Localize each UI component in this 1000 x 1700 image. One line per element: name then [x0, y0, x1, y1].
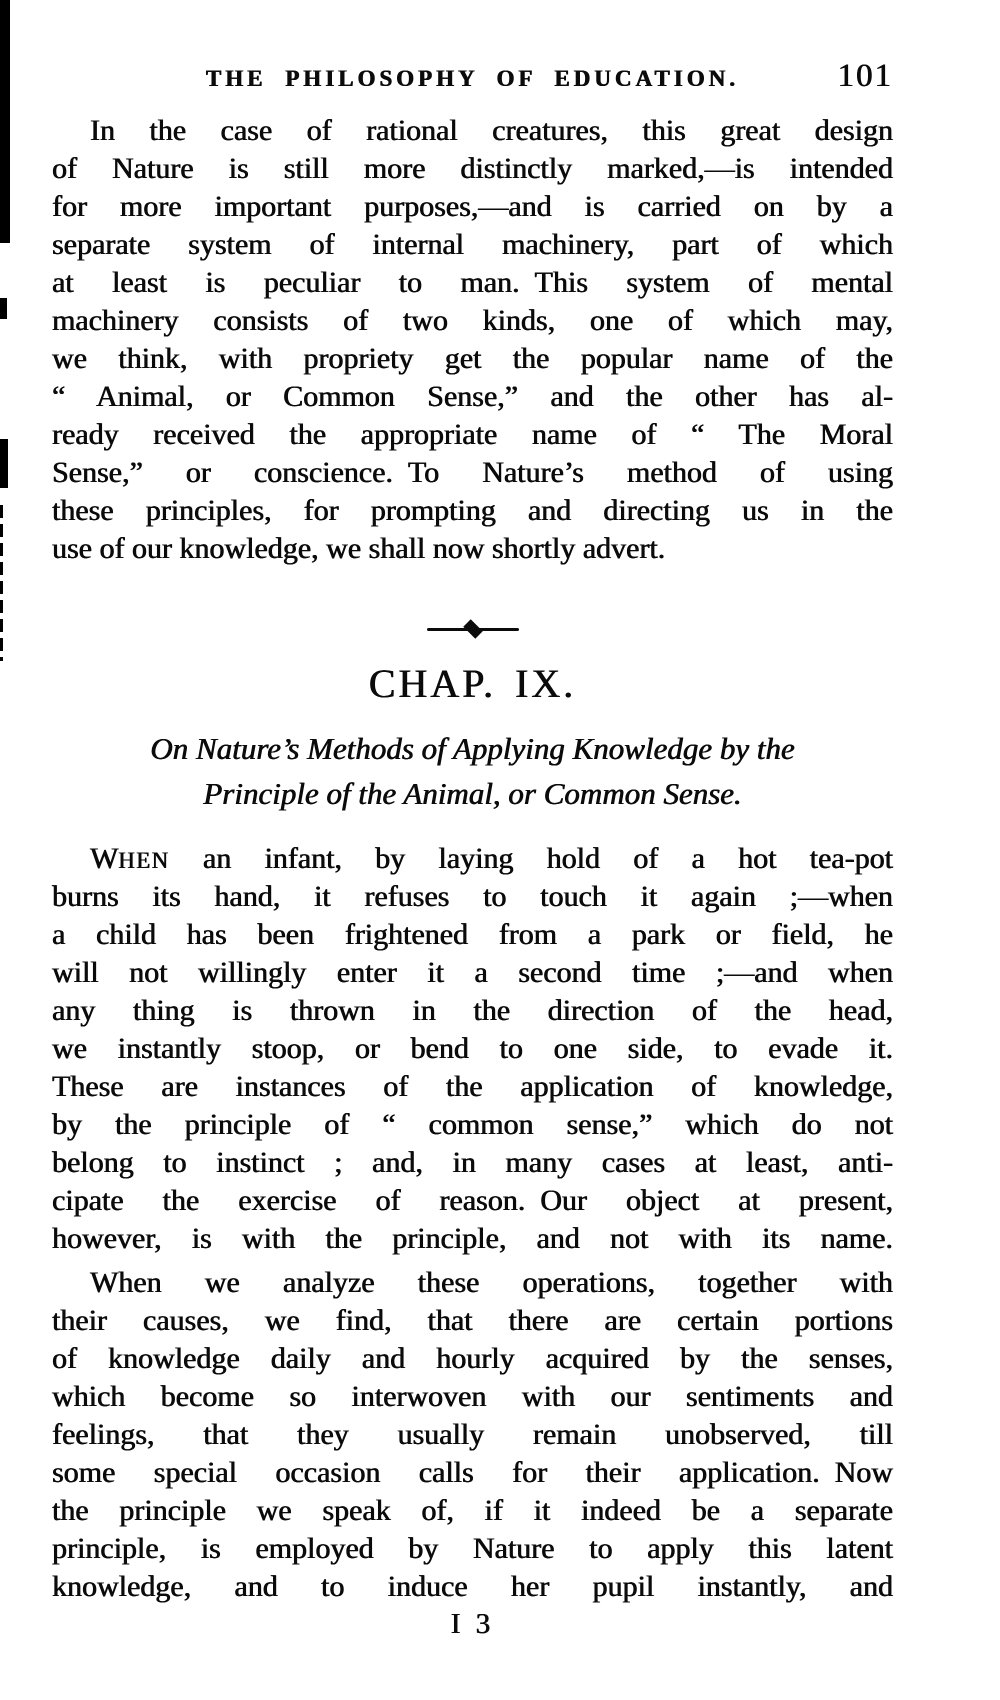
chapter-subtitle-line: On Nature’s Methods of Applying Knowledge by the: [150, 731, 795, 766]
scan-artifact-mark: [0, 298, 7, 319]
text-line: of Nature is still more distinctly marked,—is intended: [52, 152, 893, 185]
page-header: [52, 58, 893, 102]
page-number: 101: [837, 58, 893, 94]
text-line: Sense,” or conscience. To Nature’s method of using: [52, 456, 893, 489]
text-line: burns its hand, it refuses to touch it again ;—when: [52, 880, 893, 913]
text-line: use of our knowledge, we shall now shortly advert.: [52, 532, 666, 565]
text-line: of knowledge daily and hourly acquired by the senses,: [52, 1342, 893, 1375]
signature-mark: I 3: [450, 1608, 495, 1640]
text-line: [52, 840, 893, 878]
section-divider-ornament: [427, 622, 519, 638]
text-line: a child has been frightened from a park or field, he: [52, 918, 893, 951]
text-line: These are instances of the application of knowledge,: [52, 1070, 893, 1103]
text-line: cipate the exercise of reason. Our object at present,: [52, 1184, 893, 1217]
text-line: machinery consists of two kinds, one of which may,: [52, 304, 893, 337]
chapter-subtitle: [52, 726, 893, 816]
text-line: however, is with the principle, and not with its name.: [52, 1222, 893, 1255]
text-line: some special occasion calls for their application. Now: [52, 1456, 893, 1489]
lead-capital: W: [90, 842, 119, 875]
text-line: “ Animal, or Common Sense,” and the other has al-: [52, 380, 893, 413]
paragraph-2: [52, 840, 893, 1258]
text-line: In the case of rational creatures, this great design: [90, 114, 893, 147]
lead-line-rest: an infant, by laying hold of a hot tea-pot: [169, 842, 893, 875]
text-line: for more important purposes,—and is carried on by a: [52, 190, 893, 223]
text-line: we instantly stoop, or bend to one side, to evade it.: [52, 1032, 893, 1065]
text-line: any thing is thrown in the direction of the head,: [52, 994, 893, 1027]
scan-artifact-mark: [0, 439, 8, 488]
text-line: separate system of internal machinery, part of which: [52, 228, 893, 261]
text-line: by the principle of “ common sense,” which do not: [52, 1108, 893, 1141]
divider-diamond: [463, 619, 482, 638]
chapter-subtitle-line: Principle of the Animal, or Common Sense.: [203, 776, 742, 811]
text-line: these principles, for prompting and directing us in the: [52, 494, 893, 527]
scan-artifact-edge-bar: [0, 0, 10, 243]
text-line: ready received the appropriate name of “ The Moral: [52, 418, 893, 451]
text-line: belong to instinct ; and, in many cases at least, anti-: [52, 1146, 893, 1179]
text-line: knowledge, and to induce her pupil instantly, and: [52, 1570, 893, 1603]
text-line: the principle we speak of, if it indeed be a separate: [52, 1494, 893, 1527]
text-line: at least is peculiar to man. This system of mental: [52, 266, 893, 299]
running-title: THE PHILOSOPHY OF EDUCATION.: [205, 66, 740, 91]
paragraph-3: [52, 1264, 893, 1606]
text-line: their causes, we find, that there are certain portions: [52, 1304, 893, 1337]
chapter-heading: CHAP. IX.: [368, 661, 577, 706]
lead-smallcaps: HEN: [118, 848, 170, 873]
text-line: we think, with propriety get the popular name of the: [52, 342, 893, 375]
paragraph-1: [52, 112, 893, 568]
text-line: feelings, that they usually remain unobserved, till: [52, 1418, 893, 1451]
text-line: will not willingly enter it a second time ;—and when: [52, 956, 893, 989]
text-line: When we analyze these operations, together with: [90, 1266, 893, 1299]
text-line: which become so interwoven with our sentiments and: [52, 1380, 893, 1413]
scan-artifact-dotted-line: [0, 505, 3, 661]
text-line: principle, is employed by Nature to apply this latent: [52, 1532, 893, 1565]
